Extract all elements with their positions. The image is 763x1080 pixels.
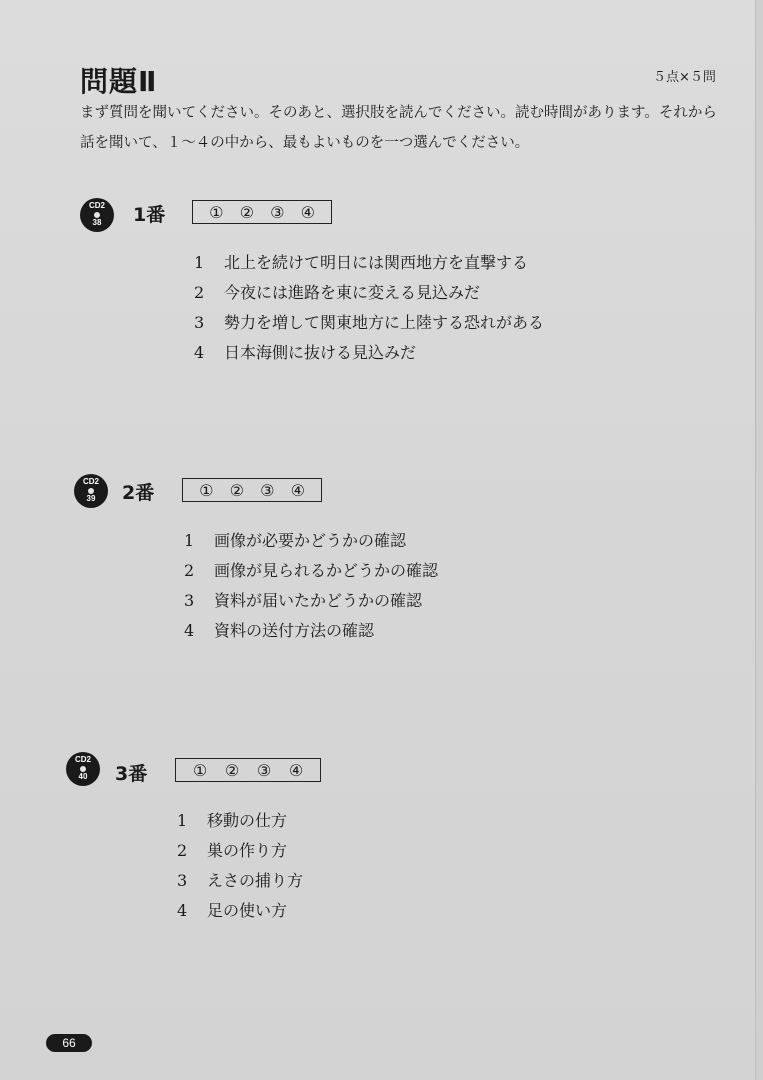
answer-box <box>175 758 321 782</box>
option-number: 3 <box>194 313 205 332</box>
option-item <box>184 618 374 641</box>
option-item <box>194 310 544 333</box>
option-number: 1 <box>177 811 188 830</box>
option-text: 今夜には進路を東に変える見込みだ <box>224 283 481 302</box>
cd-label: CD2 <box>82 477 99 486</box>
page-number: 66 <box>46 1034 92 1052</box>
cd-label: CD2 <box>88 201 105 210</box>
answer-choice[interactable]: ① <box>192 760 208 780</box>
option-item <box>184 588 422 611</box>
option-text: 北上を続けて明日には関西地方を直撃する <box>224 253 529 272</box>
option-text: 日本海側に抜ける見込みだ <box>224 343 417 362</box>
page-title: 問題Ⅱ <box>80 65 158 98</box>
option-item <box>177 898 287 921</box>
cd-track-icon <box>66 752 100 786</box>
answer-choice[interactable]: ④ <box>288 760 304 780</box>
option-number: 2 <box>194 283 205 302</box>
question-number: 3番 <box>115 763 148 785</box>
answer-choice[interactable]: ② <box>224 760 240 780</box>
option-number: 4 <box>184 621 195 640</box>
option-text: 資料の送付方法の確認 <box>214 621 375 640</box>
cd-track-icon <box>80 198 114 232</box>
option-text: 足の使い方 <box>207 901 288 920</box>
option-item <box>184 558 438 581</box>
answer-choice[interactable]: ① <box>199 480 214 500</box>
option-text: 資料が届いたかどうかの確認 <box>214 591 423 610</box>
points-label: ５点×５問 <box>653 70 716 85</box>
option-item <box>177 868 303 891</box>
option-text: 画像が必要かどうかの確認 <box>214 531 407 550</box>
answer-choice[interactable]: ③ <box>260 480 275 500</box>
answer-choice[interactable]: ③ <box>270 202 285 222</box>
cd-track-number: 39 <box>86 494 96 503</box>
option-number: 1 <box>184 531 195 550</box>
option-text: 巣の作り方 <box>207 841 288 860</box>
option-item <box>194 250 528 273</box>
answer-choice[interactable]: ② <box>229 480 244 500</box>
page-edge <box>755 0 763 1080</box>
answer-choice[interactable]: ① <box>209 202 224 222</box>
instructions-text: まず質問を聞いてください。そのあと、選択肢を読んでください。読む時間があります。それから話を聞いて、１～４の中から、最もよいものを一つ選んでください。 <box>80 105 717 151</box>
option-number: 3 <box>184 591 195 610</box>
question-number: 1番 <box>133 204 166 226</box>
answer-box <box>192 200 332 224</box>
answer-choice[interactable]: ③ <box>256 760 272 780</box>
answer-box <box>182 478 322 502</box>
option-number: 4 <box>194 343 205 362</box>
option-text: 勢力を増して関東地方に上陸する恐れがある <box>224 313 545 332</box>
option-number: 4 <box>177 901 188 920</box>
option-item <box>194 340 416 363</box>
option-number: 1 <box>194 253 205 272</box>
option-item <box>177 838 287 861</box>
cd-label: CD2 <box>74 755 91 764</box>
option-number: 2 <box>184 561 195 580</box>
answer-choice[interactable]: ④ <box>300 202 315 222</box>
question-number: 2番 <box>122 482 155 504</box>
option-number: 2 <box>177 841 188 860</box>
option-text: えさの捕り方 <box>207 871 304 890</box>
cd-track-number: 38 <box>92 218 102 227</box>
cd-track-icon <box>74 474 108 508</box>
answer-choice[interactable]: ② <box>239 202 254 222</box>
option-item <box>184 528 406 551</box>
cd-track-number: 40 <box>78 772 88 781</box>
option-text: 移動の仕方 <box>207 811 288 830</box>
option-text: 画像が見られるかどうかの確認 <box>214 561 439 580</box>
option-item <box>177 808 287 831</box>
answer-choice[interactable]: ④ <box>290 480 305 500</box>
option-item <box>194 280 480 303</box>
option-number: 3 <box>177 871 188 890</box>
